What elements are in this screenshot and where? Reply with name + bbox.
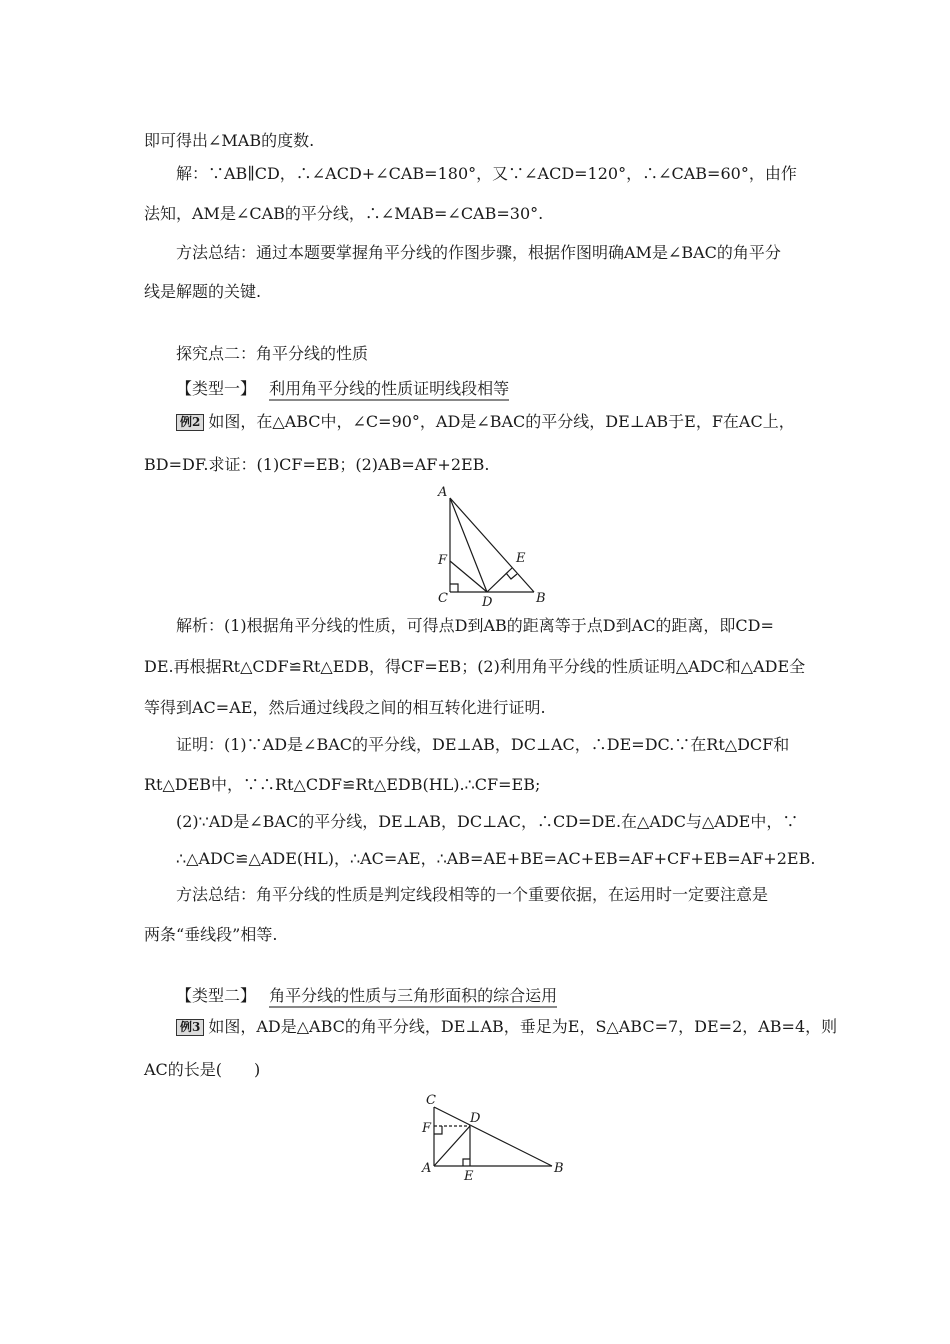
label-F: F: [438, 553, 448, 568]
right-angle-mark-E: [506, 573, 517, 579]
text-line: 解析：(1)根据角平分线的性质，可得点D到AB的距离等于点D到AC的距离，即CD=: [176, 616, 774, 635]
example-line: [176, 411, 795, 433]
text-line: 方法总结：角平分线的性质是判定线段相等的一个重要依据，在运用时一定要注意是: [176, 885, 769, 904]
text-line: 等得到AC=AE，然后通过线段之间的相互转化进行证明.: [144, 698, 546, 717]
segment-AD: [450, 498, 487, 592]
type-heading: [176, 378, 509, 400]
label-F: F: [422, 1121, 432, 1136]
text-line: 线是解题的关键.: [144, 282, 262, 301]
segment-AB: [450, 498, 534, 592]
text-line: ∴△ADC≌△ADE(HL)，∴AC=AE，∴AB=AE+BE=AC+EB=AF+CF+EB=AF+2EB.: [176, 849, 816, 868]
section-heading: 探究点二：角平分线的性质: [176, 344, 369, 363]
right-angle-mark-C: [450, 584, 458, 592]
label-C: C: [438, 591, 448, 606]
label-D: D: [470, 1111, 481, 1126]
text-line: BD=DF.求证：(1)CF=EB；(2)AB=AF+2EB.: [144, 455, 490, 474]
label-A: A: [422, 1161, 432, 1176]
text-line: 法知，AM是∠CAB的平分线，∴∠MAB=∠CAB=30°.: [144, 204, 544, 223]
text-line: AC的长是( ): [144, 1060, 261, 1079]
right-angle-mark-E: [463, 1159, 470, 1166]
text-line: 即可得出∠MAB的度数.: [144, 131, 315, 150]
segment-CB: [434, 1107, 552, 1166]
example-badge: 例2: [176, 414, 204, 431]
type-title: 角平分线的性质与三角形面积的综合运用: [269, 986, 557, 1008]
text-line: 解：∵AB∥CD，∴∠ACD+∠CAB=180°，又∵∠ACD=120°，∴∠CAB=60°，由作: [176, 164, 797, 183]
type-bracket: 【类型二】: [176, 986, 257, 1005]
text-line: 方法总结：通过本题要掌握角平分线的作图步骤，根据作图明确AM是∠BAC的角平分: [176, 243, 781, 262]
type-bracket: 【类型一】: [176, 379, 257, 398]
label-D: D: [482, 595, 493, 607]
type-title: 利用角平分线的性质证明线段相等: [269, 379, 509, 401]
text-line: DE.再根据Rt△CDF≌Rt△EDB，得CF=EB；(2)利用角平分线的性质证明△ADC和△ADE全: [144, 657, 806, 676]
label-B: B: [536, 591, 546, 606]
triangle-figure-1: [430, 482, 550, 607]
example-line: [176, 1016, 837, 1038]
label-E: E: [516, 551, 526, 566]
segment-AD: [434, 1126, 470, 1166]
text-line: 两条“垂线段”相等.: [144, 925, 278, 944]
segment-DE: [487, 568, 512, 592]
type-heading: [176, 985, 557, 1007]
triangle-figure-2: [418, 1090, 578, 1185]
example-text: 如图，在△ABC中，∠C=90°，AD是∠BAC的平分线，DE⊥AB于E，F在AC上，: [208, 412, 795, 431]
label-B: B: [554, 1161, 564, 1176]
example-text: 如图，AD是△ABC的角平分线，DE⊥AB，垂足为E，S△ABC=7，DE=2，AB=4，则: [208, 1017, 838, 1036]
text-line: (2)∵AD是∠BAC的平分线，DE⊥AB，DC⊥AC，∴CD=DE.在△ADC与△ADE中，∵: [176, 812, 799, 831]
label-C: C: [426, 1093, 436, 1108]
text-line: 证明：(1)∵AD是∠BAC的平分线，DE⊥AB，DC⊥AC，∴DE=DC.∵在Rt△DCF和: [176, 735, 790, 754]
right-angle-mark-F: [434, 1126, 442, 1134]
label-A: A: [438, 485, 448, 500]
label-E: E: [464, 1169, 474, 1184]
text-line: Rt△DEB中，∵∴Rt△CDF≌Rt△EDB(HL).∴CF=EB;: [144, 775, 541, 794]
example-badge: 例3: [176, 1019, 204, 1036]
